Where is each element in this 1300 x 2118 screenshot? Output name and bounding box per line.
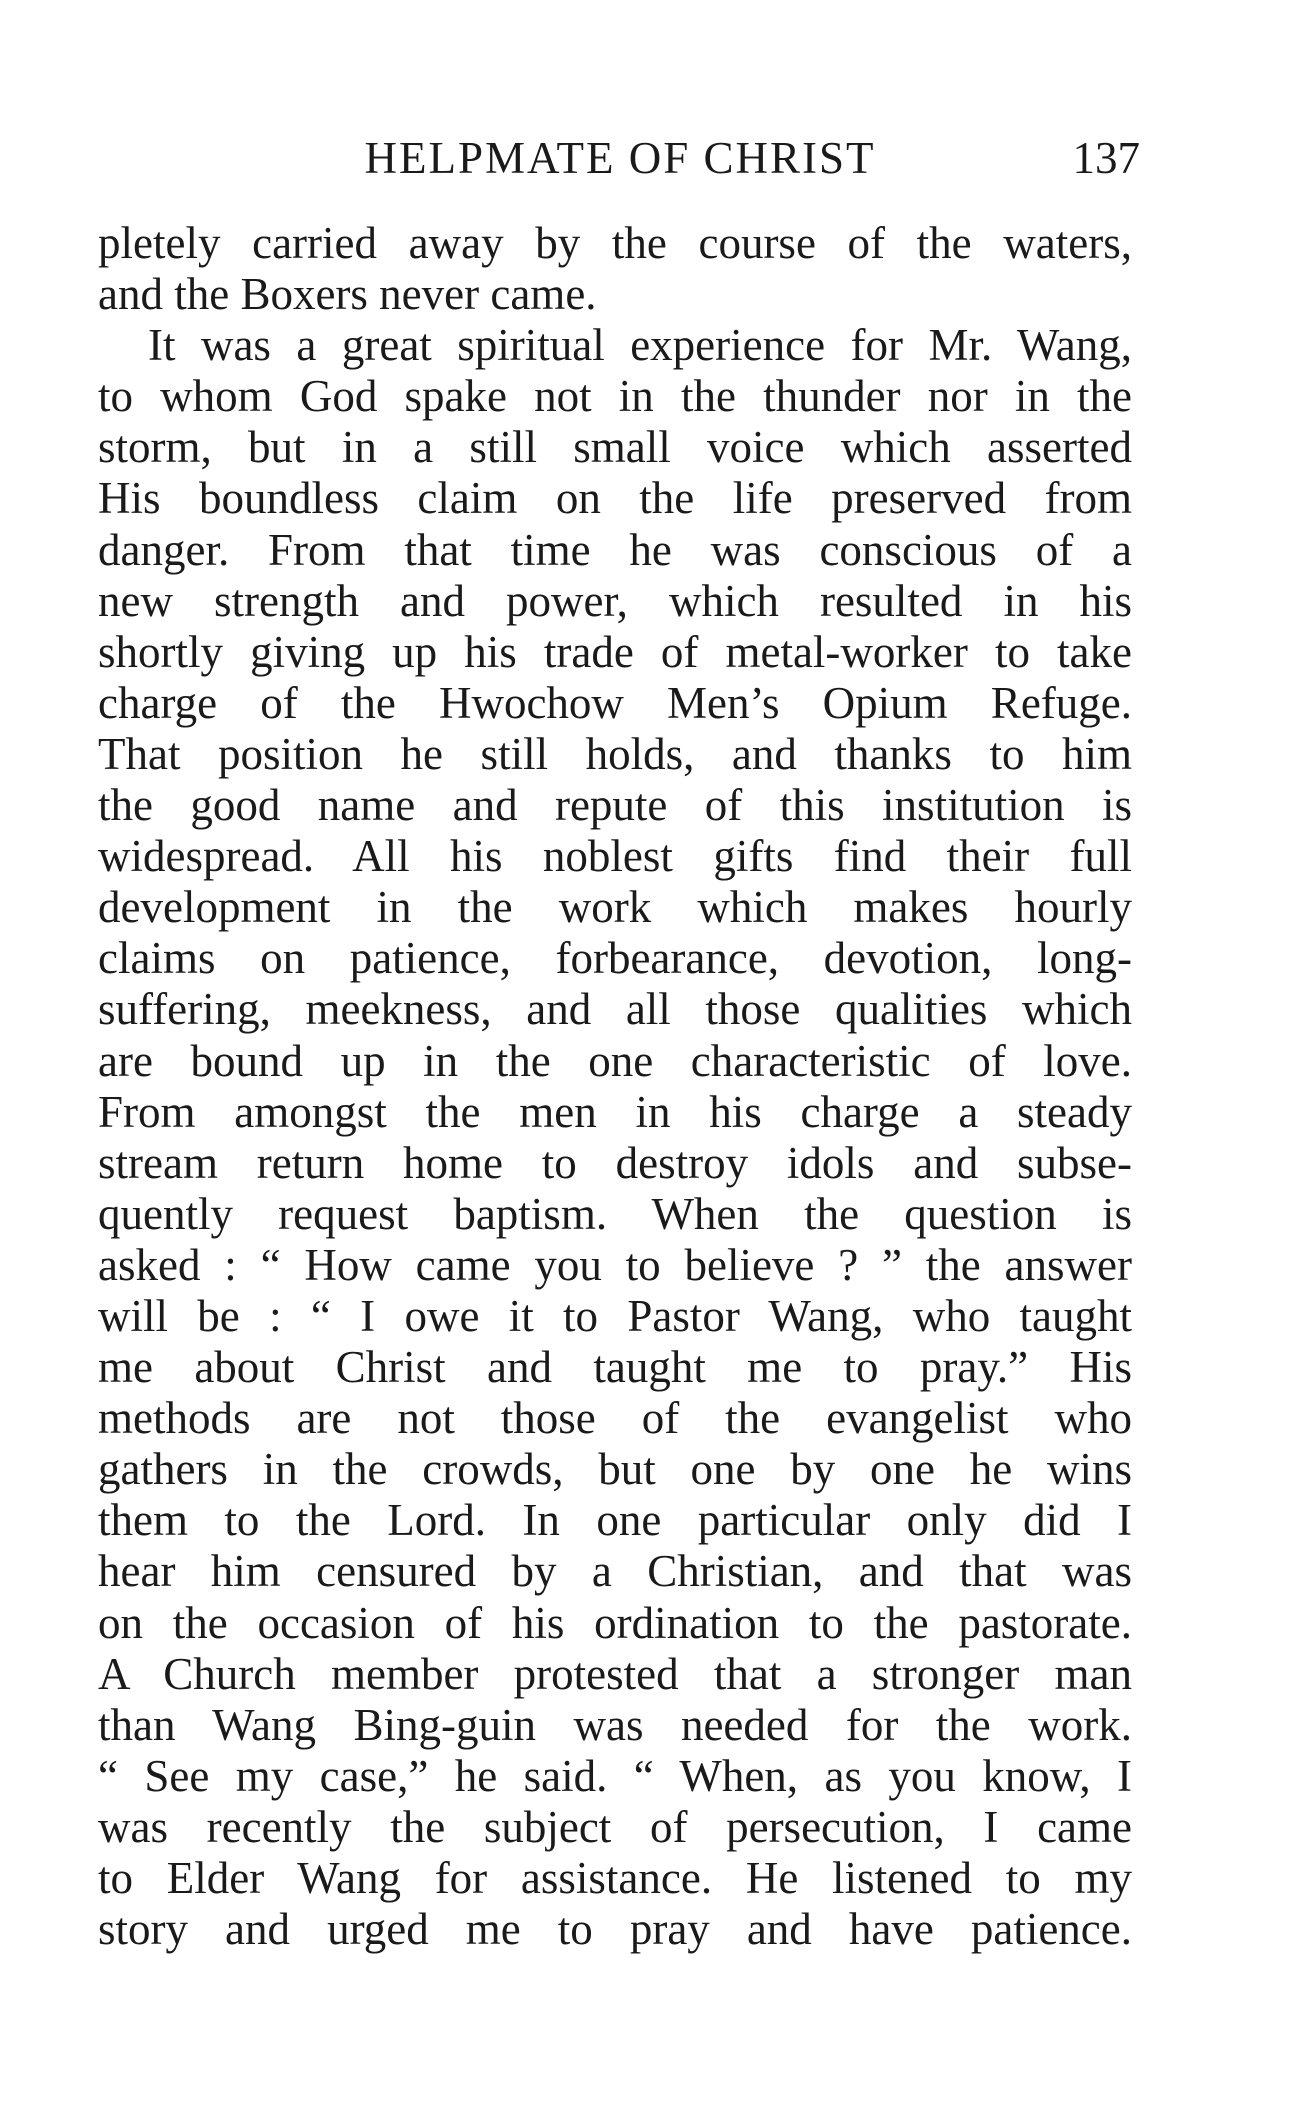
text-line: claims on patience, forbearance, devotion, long- (98, 933, 1132, 984)
text-line: asked : “ How came you to believe ? ” the answer (98, 1239, 1132, 1290)
text-line: new strength and power, which resulted in his (98, 575, 1132, 626)
text-line: charge of the Hwochow Men’s Opium Refuge. (98, 677, 1132, 728)
text-line: It was a great spiritual experience for Mr. Wang, (148, 320, 1132, 371)
text-line: than Wang Bing-guin was needed for the work. (98, 1699, 1132, 1750)
text-line: shortly giving up his trade of metal-worker to take (98, 626, 1132, 677)
text-line: story and urged me to pray and have patience. (98, 1904, 1132, 1955)
text-line: was recently the subject of persecution, I came (98, 1801, 1132, 1852)
text-line: A Church member protested that a stronger man (98, 1648, 1132, 1699)
text-line: will be : “ I owe it to Pastor Wang, who taught (98, 1290, 1132, 1341)
body-text (98, 218, 1132, 1955)
text-line: are bound up in the one characteristic of love. (98, 1035, 1132, 1086)
text-line: stream return home to destroy idols and subse- (98, 1137, 1132, 1188)
text-line: storm, but in a still small voice which asserted (98, 422, 1132, 473)
text-line: pletely carried away by the course of the waters, (98, 218, 1132, 268)
running-title: HELPMATE OF CHRIST (364, 133, 876, 183)
text-line: them to the Lord. In one particular only did I (98, 1495, 1132, 1546)
text-line: methods are not those of the evangelist who (98, 1393, 1132, 1444)
text-line: widespread. All his noblest gifts find their full (98, 831, 1132, 882)
text-line: suffering, meekness, and all those qualities which (98, 984, 1132, 1035)
text-line: hear him censured by a Christian, and that was (98, 1546, 1132, 1597)
text-line: development in the work which makes hourly (98, 882, 1132, 933)
text-line: to whom God spake not in the thunder nor in the (98, 371, 1132, 422)
running-head (100, 128, 1140, 188)
text-line: gathers in the crowds, but one by one he wins (98, 1444, 1132, 1495)
text-line: me about Christ and taught me to pray.” His (98, 1342, 1132, 1393)
page-number: 137 (1072, 133, 1140, 183)
text-line: danger. From that time he was conscious of a (98, 524, 1132, 575)
text-line: the good name and repute of this institution is (98, 780, 1132, 831)
text-line: His boundless claim on the life preserved from (98, 473, 1132, 524)
text-line: to Elder Wang for assistance. He listened to my (98, 1853, 1132, 1903)
text-line: From amongst the men in his charge a steady (98, 1086, 1132, 1137)
text-line: quently request baptism. When the question is (98, 1188, 1132, 1239)
text-line: on the occasion of his ordination to the pastorate. (98, 1597, 1132, 1648)
text-line: and the Boxers never came. (98, 269, 597, 320)
text-line: That position he still holds, and thanks to him (98, 728, 1132, 779)
text-line: “ See my case,” he said. “ When, as you know, I (98, 1750, 1132, 1801)
